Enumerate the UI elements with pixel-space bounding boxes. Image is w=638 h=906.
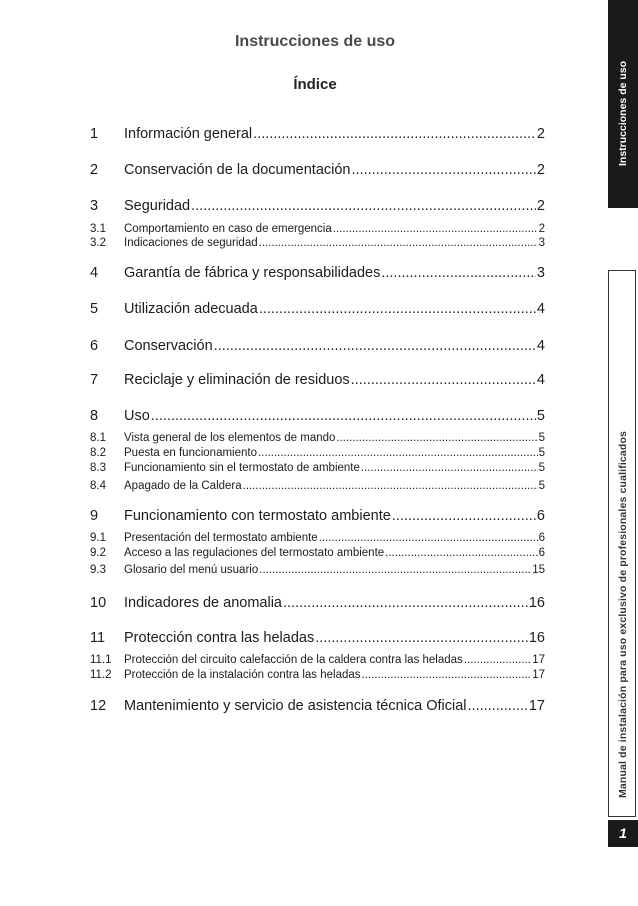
toc-label: Indicaciones de seguridad: [124, 237, 258, 249]
toc-page: 2: [538, 223, 545, 235]
toc-number: 8.1: [90, 432, 106, 444]
toc-page: 2: [536, 126, 545, 142]
toc-label: Protección de la instalación contra las heladas: [124, 669, 361, 681]
sidebar-section-label: Instrucciones de uso: [617, 60, 629, 166]
toc-label: Utilización adecuada: [124, 301, 258, 317]
toc-leader: [315, 630, 528, 646]
toc-leader: [253, 126, 536, 142]
toc-page: 4: [536, 301, 545, 317]
toc-number: 11.1: [90, 654, 112, 666]
toc-label: Apagado de la Caldera: [124, 480, 242, 492]
toc-label: Reciclaje y eliminación de residuos: [124, 372, 350, 388]
sidebar-manual-box: [608, 270, 636, 817]
toc-page: 6: [536, 508, 545, 524]
toc-label: Funcionamiento sin el termostato de ambiente: [124, 462, 360, 474]
toc-leader: [243, 480, 538, 492]
toc-page: 5: [538, 480, 545, 492]
toc-label: Uso: [124, 408, 150, 424]
toc-leader: [336, 432, 537, 444]
toc-page: 5: [538, 447, 545, 459]
toc-page: 4: [536, 338, 545, 354]
toc-number: 9.2: [90, 547, 106, 559]
toc-number: 11.2: [90, 669, 112, 681]
sidebar-section-tab: [608, 0, 638, 208]
toc-page: 6: [538, 547, 545, 559]
toc-page: 2: [536, 198, 545, 214]
toc-page: 2: [536, 162, 545, 178]
toc-page: 16: [528, 630, 545, 646]
toc-number: 12: [90, 698, 107, 714]
toc-leader: [258, 447, 538, 459]
toc-leader: [361, 462, 538, 474]
toc-page: 6: [538, 532, 545, 544]
toc-label: Información general: [124, 126, 253, 142]
toc-page: 15: [532, 564, 545, 576]
toc-label: Comportamiento en caso de emergencia: [124, 223, 332, 235]
toc-number: 9.1: [90, 532, 106, 544]
index-title: Índice: [293, 76, 337, 93]
toc-leader: [259, 564, 531, 576]
toc-label: Conservación de la documentación: [124, 162, 351, 178]
toc-leader: [468, 698, 528, 714]
toc-number: 8.4: [90, 480, 106, 492]
toc-leader: [283, 595, 528, 611]
toc-page: 17: [532, 669, 545, 681]
toc-number: 8: [90, 408, 99, 424]
toc-label: Acceso a las regulaciones del termostato ambiente: [124, 547, 385, 559]
toc-page: 5: [538, 462, 545, 474]
toc-leader: [381, 265, 536, 281]
toc-number: 7: [90, 372, 99, 388]
toc-page: 3: [538, 237, 545, 249]
page-header-title: Instrucciones de uso: [234, 33, 396, 50]
toc-leader: [385, 547, 537, 559]
toc-number: 5: [90, 301, 99, 317]
toc-number: 6: [90, 338, 99, 354]
toc-number: 8.2: [90, 447, 106, 459]
toc-leader: [464, 654, 531, 666]
page-number: 1: [608, 820, 638, 847]
toc-number: 9: [90, 508, 99, 524]
toc-leader: [259, 237, 538, 249]
toc-label: Conservación: [124, 338, 213, 354]
toc-leader: [392, 508, 536, 524]
toc-number: 3.2: [90, 237, 106, 249]
toc-label: Funcionamiento con termostato ambiente: [124, 508, 391, 524]
toc-page: 3: [536, 265, 545, 281]
toc-label: Presentación del termostato ambiente: [124, 532, 318, 544]
toc-leader: [259, 301, 536, 317]
toc-page: 4: [536, 372, 545, 388]
toc-number: 1: [90, 126, 99, 142]
toc-number: 11: [90, 630, 106, 646]
toc-label: Garantía de fábrica y responsabilidades: [124, 265, 381, 281]
toc-page: 5: [536, 408, 545, 424]
toc-leader: [351, 372, 536, 388]
sidebar-manual-label: Manual de instalación para uso exclusivo de profesionales cualificados: [617, 430, 629, 798]
toc-page: 5: [538, 432, 545, 444]
toc-leader: [362, 669, 532, 681]
toc-number: 9.3: [90, 564, 106, 576]
toc-number: 3: [90, 198, 99, 214]
toc-leader: [352, 162, 536, 178]
toc-leader: [191, 198, 536, 214]
toc-number: 2: [90, 162, 99, 178]
toc-label: Protección del circuito calefacción de la caldera contra las heladas: [124, 654, 463, 666]
toc-label: Indicadores de anomalia: [124, 595, 282, 611]
toc-label: Mantenimiento y servicio de asistencia técnica Oficial: [124, 698, 467, 714]
toc-number: 8.3: [90, 462, 106, 474]
toc-label: Puesta en funcionamiento: [124, 447, 257, 459]
toc-page: 17: [532, 654, 545, 666]
toc-page: 16: [528, 595, 545, 611]
toc-label: Seguridad: [124, 198, 191, 214]
toc-number: 3.1: [90, 223, 106, 235]
toc-leader: [333, 223, 538, 235]
toc-label: Vista general de los elementos de mando: [124, 432, 336, 444]
toc-number: 10: [90, 595, 107, 611]
toc-leader: [214, 338, 536, 354]
toc-label: Protección contra las heladas: [124, 630, 315, 646]
toc-leader: [151, 408, 536, 424]
toc-number: 4: [90, 265, 99, 281]
toc-leader: [319, 532, 538, 544]
toc-label: Glosario del menú usuario: [124, 564, 259, 576]
toc-page: 17: [528, 698, 545, 714]
